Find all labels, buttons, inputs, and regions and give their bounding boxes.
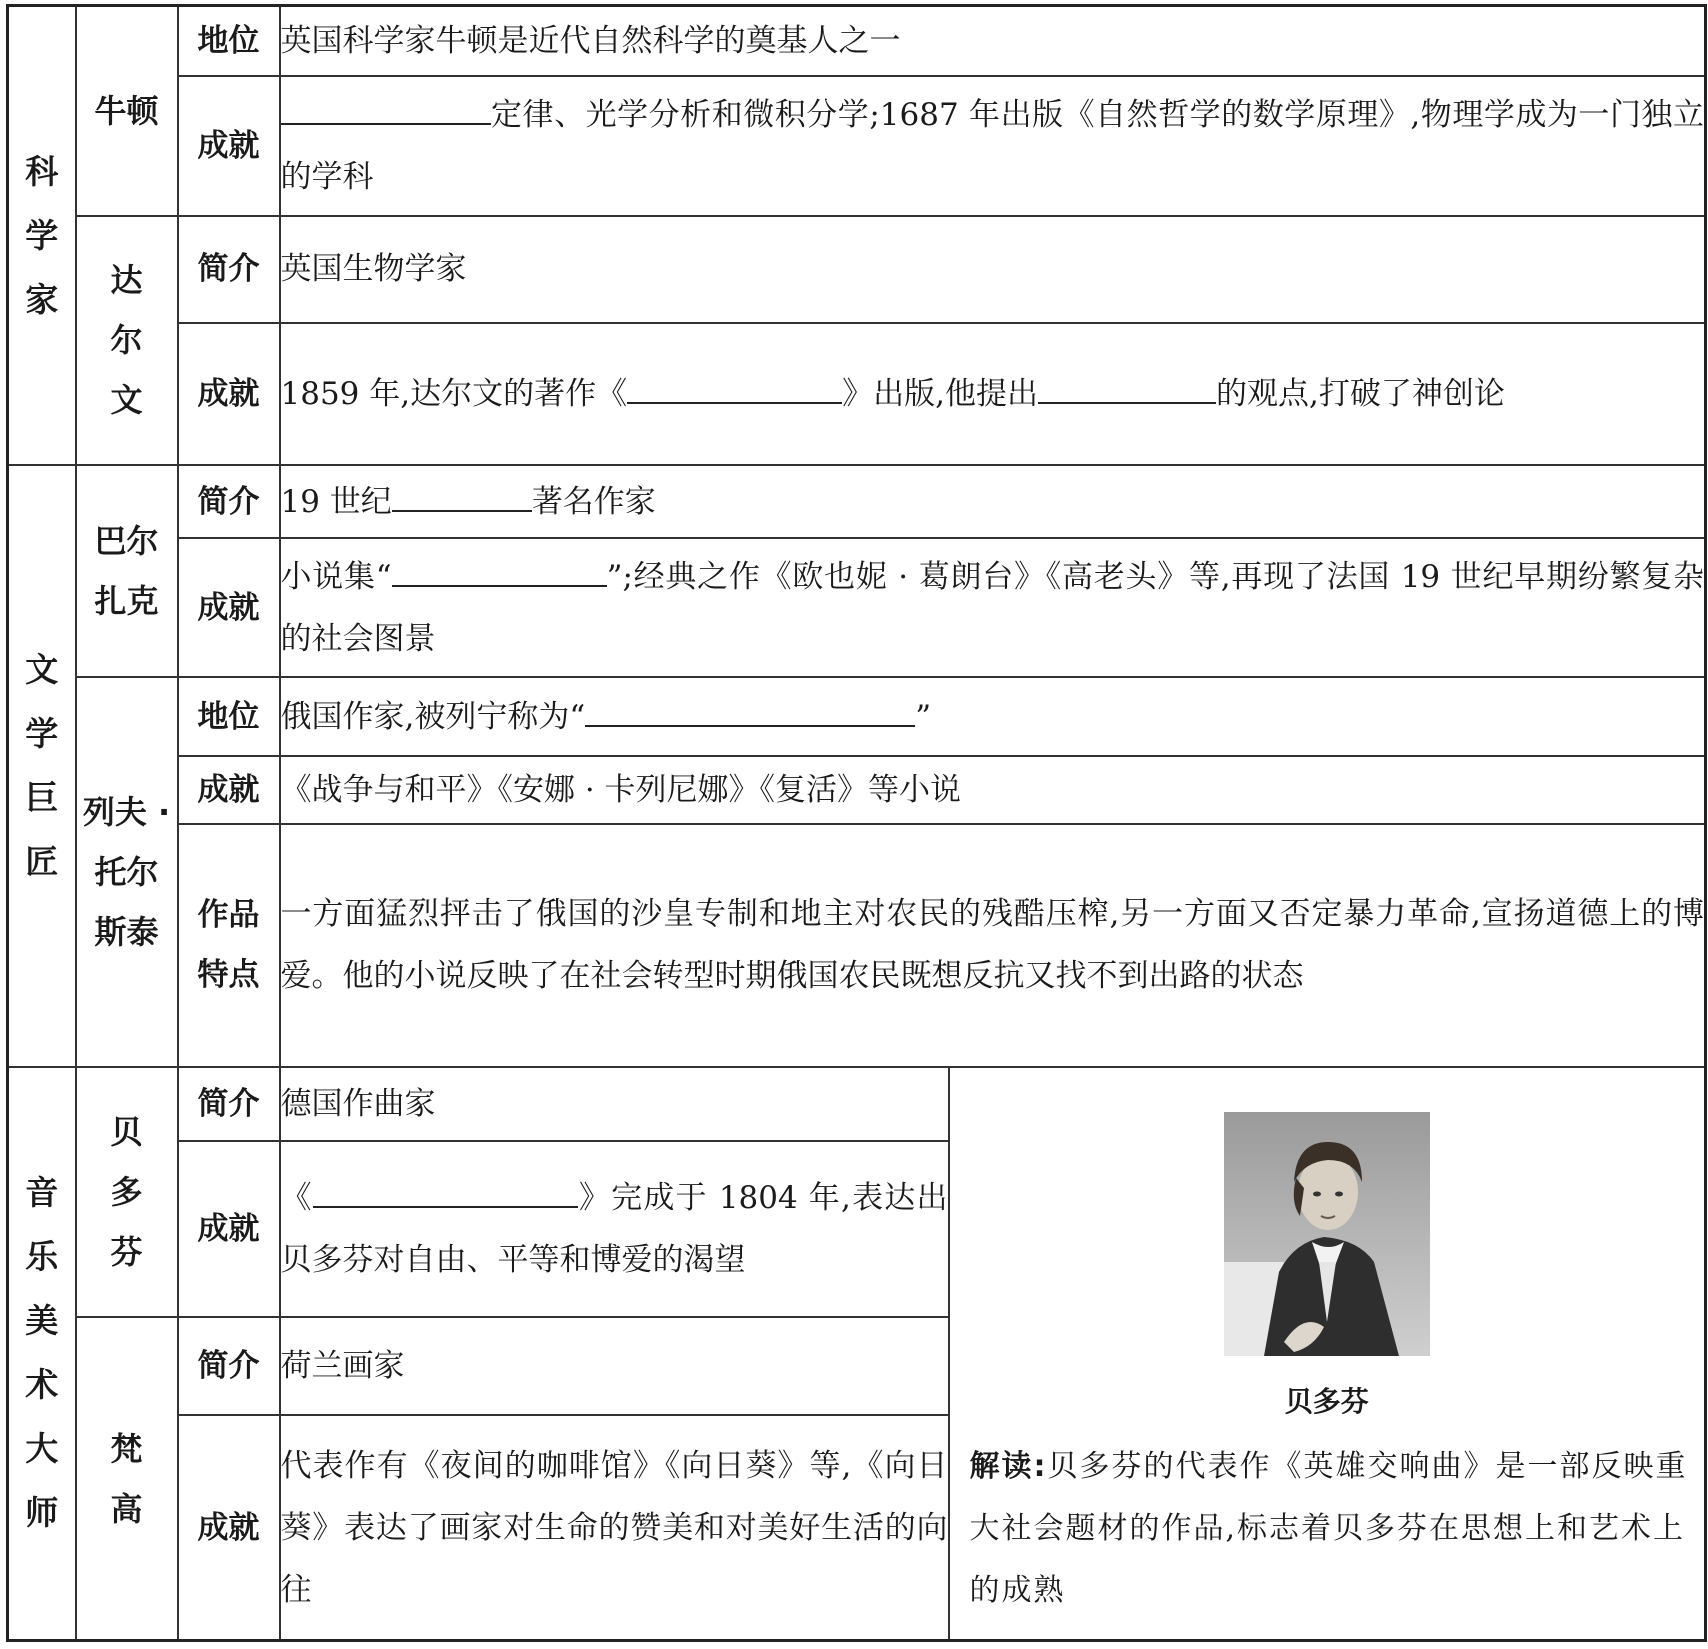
- interpretation-label: 解读:: [969, 1449, 1048, 1485]
- section-art-label: 音 乐 美 术 大 师: [8, 1067, 76, 1641]
- person-newton: 牛顿: [76, 6, 178, 216]
- beethoven-achieve: 《 》完成于 1804 年,表达出贝多芬对自由、平等和博爱的渴望: [280, 1141, 949, 1317]
- person-darwin: 达 尔 文: [76, 216, 178, 465]
- person-beethoven: 贝 多 芬: [76, 1067, 178, 1317]
- beethoven-portrait-panel: [949, 1067, 1706, 1641]
- fill-blank[interactable]: [392, 549, 607, 587]
- tolstoy-status-label: 地位: [178, 677, 280, 756]
- newton-status: 英国科学家牛顿是近代自然科学的奠基人之一: [280, 6, 1706, 76]
- section-literature-label: 文 学 巨 匠: [8, 465, 76, 1067]
- tolstoy-achieve: 《战争与和平》《安娜 · 卡列尼娜》《复活》等小说: [280, 756, 1706, 824]
- balzac-achieve: 小说集“ ”;经典之作《欧也妮 · 葛朗台》《高老头》等,再现了法国 19 世纪早期纷繁复杂的社会图景: [280, 538, 1706, 677]
- balzac-achieve-label: 成就: [178, 538, 280, 677]
- fill-blank[interactable]: [585, 689, 915, 727]
- fill-blank[interactable]: [392, 474, 532, 512]
- beethoven-portrait: [1224, 1112, 1430, 1356]
- person-vangogh: 梵 高: [76, 1317, 178, 1640]
- beethoven-intro: 德国作曲家: [280, 1067, 949, 1141]
- darwin-achieve-label: 成就: [178, 323, 280, 465]
- tolstoy-status: 俄国作家,被列宁称为“ ”: [280, 677, 1706, 756]
- fill-blank[interactable]: [1038, 366, 1216, 404]
- beethoven-interpretation: 解读:贝多芬的代表作《英雄交响曲》是一部反映重大社会题材的作品,标志着贝多芬在思想上和艺术上的成熟: [969, 1449, 1688, 1609]
- newton-achieve: 定律、光学分析和微积分学;1687 年出版《自然哲学的数学原理》,物理学成为一门独立的学科: [280, 76, 1706, 216]
- section-science-label: 科 学 家: [8, 6, 76, 466]
- fill-blank[interactable]: [313, 1170, 578, 1208]
- vangogh-intro-label: 简介: [178, 1317, 280, 1415]
- tolstoy-feature: 一方面猛烈抨击了俄国的沙皇专制和地主对农民的残酷压榨,另一方面又否定暴力革命,宣扬道德上的博爱。他的小说反映了在社会转型时期俄国农民既想反抗又找不到出路的状态: [280, 824, 1706, 1067]
- vangogh-intro: 荷兰画家: [280, 1317, 949, 1415]
- balzac-intro: 19 世纪 著名作家: [280, 465, 1706, 538]
- beethoven-intro-label: 简介: [178, 1067, 280, 1141]
- balzac-intro-label: 简介: [178, 465, 280, 538]
- knowledge-table: [6, 4, 1707, 1642]
- person-balzac: 巴尔 扎克: [76, 465, 178, 677]
- fill-blank[interactable]: [281, 87, 491, 125]
- person-tolstoy: 列夫 · 托尔 斯泰: [76, 677, 178, 1067]
- newton-achieve-label: 成就: [178, 76, 280, 216]
- newton-status-label: 地位: [178, 6, 280, 76]
- vangogh-achieve-label: 成就: [178, 1415, 280, 1640]
- fill-blank[interactable]: [627, 366, 842, 404]
- tolstoy-feature-label: 作品 特点: [178, 824, 280, 1067]
- tolstoy-achieve-label: 成就: [178, 756, 280, 824]
- beethoven-achieve-label: 成就: [178, 1141, 280, 1317]
- vangogh-achieve: 代表作有《夜间的咖啡馆》《向日葵》等,《向日葵》表达了画家对生命的赞美和对美好生活的向往: [280, 1415, 949, 1640]
- darwin-intro: 英国生物学家: [280, 216, 1706, 323]
- darwin-achieve: 1859 年,达尔文的著作《 》出版,他提出 的观点,打破了神创论: [280, 323, 1706, 465]
- portrait-caption: 贝多芬: [1284, 1385, 1369, 1419]
- darwin-intro-label: 简介: [178, 216, 280, 323]
